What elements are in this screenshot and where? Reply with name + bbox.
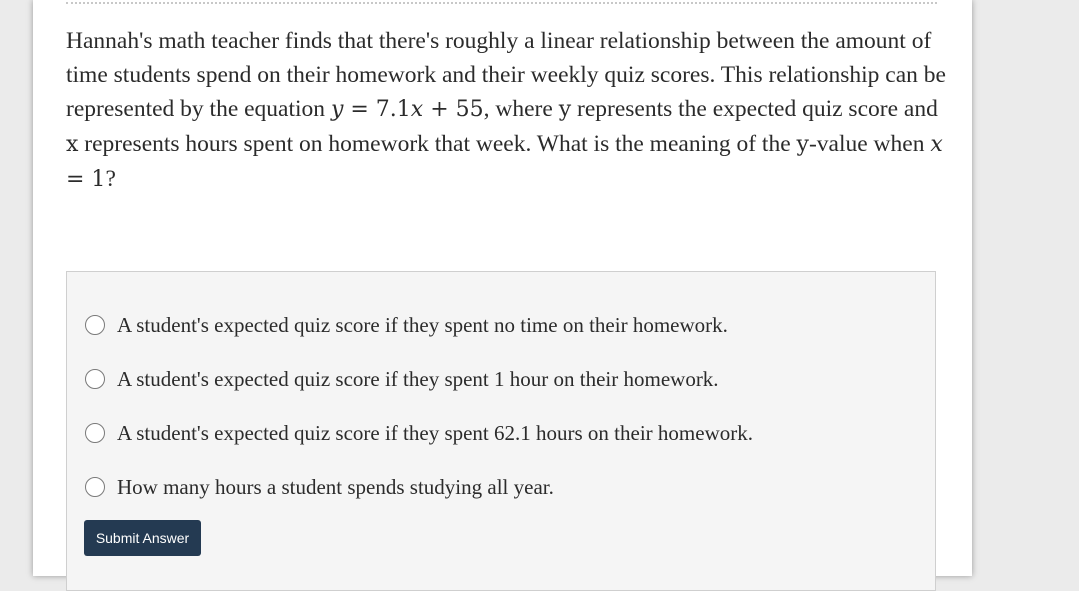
equation-part: + 55 [423, 97, 484, 122]
question-panel [33, 0, 972, 576]
equation-var-y: y [330, 97, 344, 122]
question-text-part: represents hours spent on homework that week. What is the meaning of the [78, 131, 797, 157]
question-text-part: -value when [808, 131, 931, 157]
answer-choice-label[interactable]: A student's expected quiz score if they spent no time on their homework. [117, 312, 728, 337]
answer-choice-label[interactable]: A student's expected quiz score if they spent 62.1 hours on their homework. [117, 420, 753, 445]
var-x: x [66, 132, 79, 157]
equation [331, 97, 484, 122]
equation-var-x: x [410, 97, 424, 122]
radio-button[interactable] [85, 477, 105, 497]
answer-choice-label[interactable]: How many hours a student spends studying all year. [117, 474, 554, 499]
answer-choices-box [66, 271, 936, 591]
answer-choice[interactable] [85, 366, 719, 392]
question-text-part: ? [105, 166, 116, 192]
var-y: y [796, 132, 809, 157]
equation-part: = 7.1 [343, 97, 411, 122]
question-text [66, 24, 946, 197]
answer-choice[interactable] [85, 420, 753, 446]
answer-choice[interactable] [85, 474, 554, 500]
condition-part: = 1 [66, 167, 106, 192]
radio-button[interactable] [85, 369, 105, 389]
var-y: y [558, 97, 572, 122]
condition-var-x: x [930, 132, 943, 157]
answer-choice-label[interactable]: A student's expected quiz score if they spent 1 hour on their homework. [117, 366, 719, 391]
radio-button[interactable] [85, 315, 105, 335]
question-text-part: Hannah's math teacher finds that there's roughly a linear relationship between the amount of time students spend on their homework and their weekly quiz scores. This relationship can be represented by the equation [66, 28, 946, 122]
question-text-part: , where [483, 96, 559, 122]
radio-button[interactable] [85, 423, 105, 443]
question-text-part: represents the expected quiz score and [571, 96, 938, 122]
submit-answer-button[interactable]: Submit Answer [84, 520, 201, 556]
answer-choice[interactable] [85, 312, 728, 338]
top-divider [66, 2, 937, 4]
